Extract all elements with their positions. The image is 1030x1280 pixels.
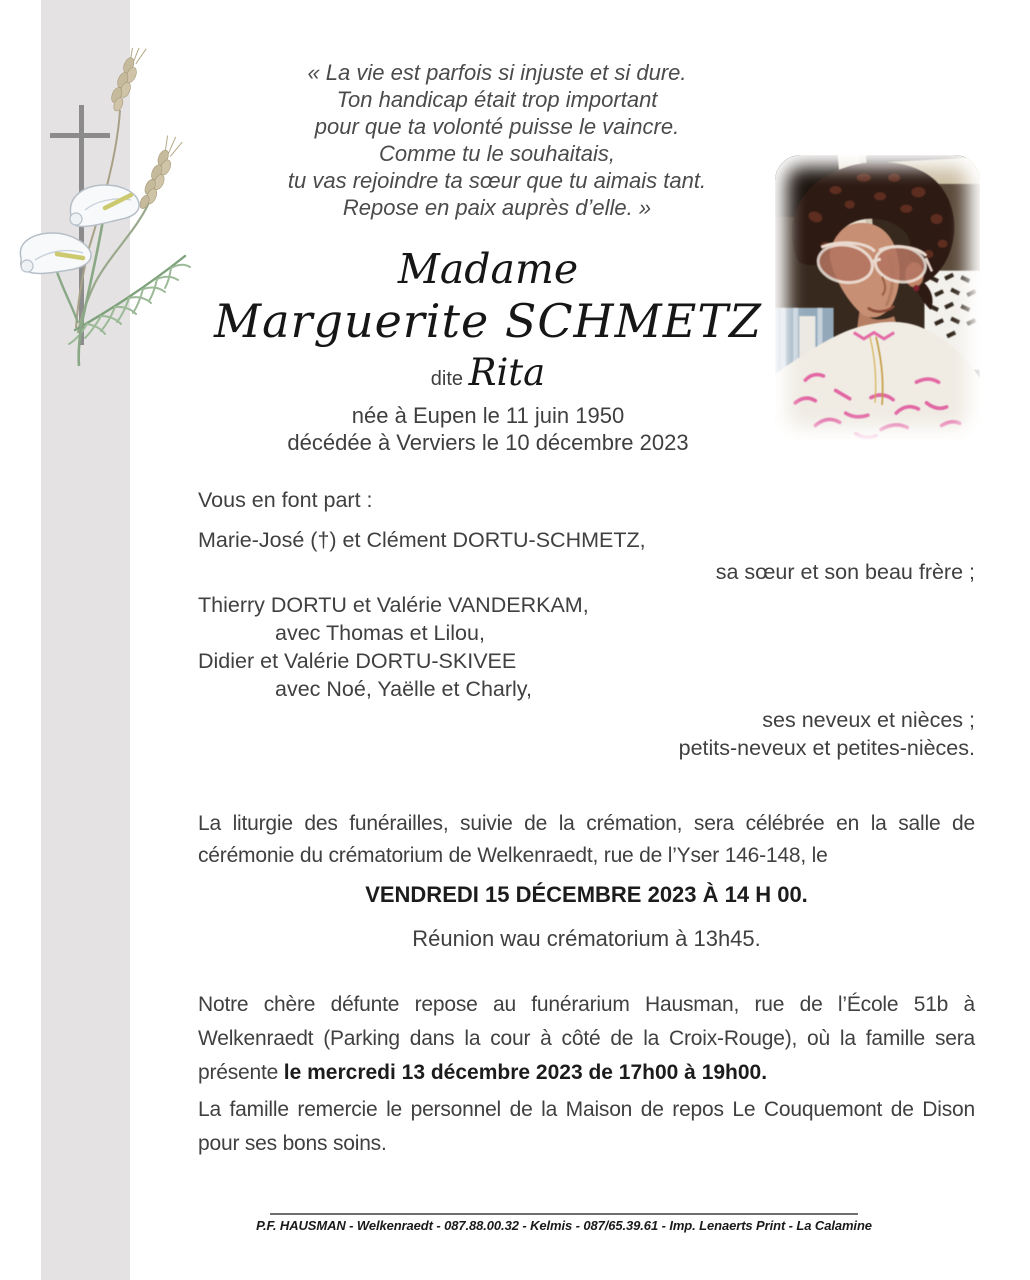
funeral-home-footer: P.F. HAUSMAN - Welkenraedt - 087.88.00.32 - Kelmis - 087/65.39.61 - Imp. Lenaerts Print - La Calamine <box>256 1218 872 1233</box>
relation-line: petits-neveux et petites-nièces. <box>678 736 975 760</box>
deceased-name: Marguerite SCHMETZ <box>214 294 762 348</box>
death-line: décédée à Verviers le 10 décembre 2023 <box>287 430 689 455</box>
nickname-prefix: dite <box>430 368 469 390</box>
quote-line: pour que ta volonté puisse le vaincre. <box>314 114 680 139</box>
family-line: Didier et Valérie DORTU-SKIVEE <box>198 649 517 673</box>
meeting-line: Réunion wau crématorium à 13h45. <box>412 926 761 951</box>
relation-line: ses neveux et nièces ; <box>762 708 975 732</box>
visitation-text: Notre chère défunte repose au funérarium Hausman, rue de l’École 51b à Welkenraedt (Parking dans la cour à côté de la Croix-Rouge), où la famille sera présente <box>198 993 975 1084</box>
quote-line: Comme tu le souhaitais, <box>379 141 615 166</box>
calla-lily-icon <box>70 185 139 226</box>
family-line: avec Thomas et Lilou, <box>275 621 485 645</box>
nickname: Rita <box>468 351 546 394</box>
quote-line: « La vie est parfois si injuste et si dure. <box>307 60 687 85</box>
quote-line: tu vas rejoindre ta sœur que tu aimais tant. <box>287 168 707 193</box>
visitation-paragraph <box>198 988 975 1090</box>
wheat-icon <box>136 134 183 213</box>
footer-divider <box>270 1213 858 1215</box>
family-line: Marie-José (†) et Clément DORTU-SCHMETZ, <box>198 528 646 552</box>
wheat-icon <box>107 48 148 113</box>
family-line: avec Noé, Yaëlle et Charly, <box>275 677 532 701</box>
announcement-body <box>198 0 975 1280</box>
cross-and-lilies-icon <box>5 48 195 378</box>
ceremony-paragraph: La liturgie des funérailles, suivie de la crémation, sera célébrée en la salle de cérémonie du crématorium de Welkenraedt, rue de l’Yser 146-148, le <box>198 812 975 867</box>
intro-line: Vous en font part : <box>198 488 373 512</box>
relation-line: sa sœur et son beau frère ; <box>715 560 975 584</box>
ceremony-date-line: VENDREDI 15 DÉCEMBRE 2023 À 14 H 00. <box>365 882 808 907</box>
deceased-title: Madame <box>397 245 579 293</box>
family-line: Thierry DORTU et Valérie VANDERKAM, <box>198 593 589 617</box>
thanks-paragraph: La famille remercie le personnel de la Maison de repos Le Couquemont de Dison pour ses bons soins. <box>198 1098 975 1155</box>
birth-line: née à Eupen le 11 juin 1950 <box>351 403 625 428</box>
quote-line: Ton handicap était trop important <box>336 87 658 112</box>
quote-line: Repose en paix auprès d’elle. » <box>342 195 652 220</box>
visitation-date: le mercredi 13 décembre 2023 de 17h00 à 19h00. <box>283 1061 768 1084</box>
